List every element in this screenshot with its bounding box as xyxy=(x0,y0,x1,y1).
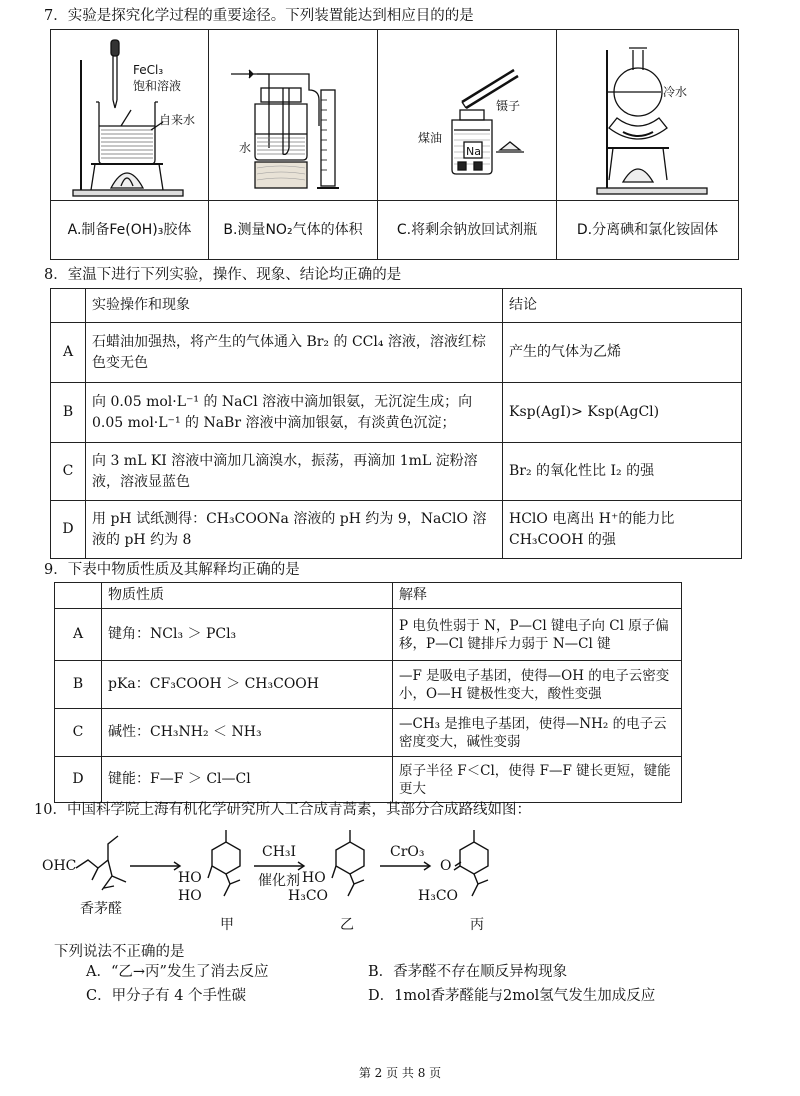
tap-water-label: 自来水 xyxy=(159,113,196,127)
tweezers-label: 镊子 xyxy=(496,99,521,113)
compound-bing-name: 丙 xyxy=(470,917,484,933)
row-label: C xyxy=(55,709,102,757)
q9-table xyxy=(54,582,682,803)
q9-row-b xyxy=(55,661,682,709)
row-op: 向 3 mL KI 溶液中滴加几滴溴水，振荡，再滴加 1mL 淀粉溶液，溶液显蓝色 xyxy=(86,443,503,501)
q7-figure-d xyxy=(557,30,739,201)
row-label: A xyxy=(51,323,86,383)
water-label: 水 xyxy=(239,141,252,155)
ohc-label: OHC xyxy=(42,858,77,874)
q7-figure-a xyxy=(51,30,209,201)
compound-jia-name: 甲 xyxy=(220,917,234,933)
reagent-catalyst: 催化剂 xyxy=(258,873,300,889)
row-label: C xyxy=(51,443,86,501)
row-label: B xyxy=(51,383,86,443)
q7-option-c: C.将剩余钠放回试剂瓶 xyxy=(378,201,557,260)
q8-row-c xyxy=(51,443,742,501)
q7-table xyxy=(50,29,739,260)
row-conclusion: 产生的气体为乙烯 xyxy=(503,323,742,383)
compound-yi-name: 乙 xyxy=(340,917,354,933)
q7-option-b: B.测量NO₂气体的体积 xyxy=(209,201,378,260)
row-conclusion: HClO 电离出 H⁺的能力比 CH₃COOH 的强 xyxy=(503,501,742,559)
q10-stem: 10．中国科学院上海有机化学研究所人工合成青蒿素，其部分合成路线如图： xyxy=(34,802,531,818)
page-footer: 第 2 页 共 8 页 xyxy=(358,1066,442,1080)
reagent-ch3i: CH₃I xyxy=(262,844,297,860)
row-conclusion: Ksp(AgI)> Ksp(AgCl) xyxy=(503,383,742,443)
row-expl: 原子半径 F＜Cl，使得 F—F 键长更短，键能更大 xyxy=(393,757,682,803)
q9-header-expl: 解释 xyxy=(393,583,682,609)
ho-label-3: HO xyxy=(302,870,326,886)
q7-figure-c xyxy=(378,30,557,201)
sodium-label: Na xyxy=(466,145,481,158)
q10-prompt: 下列说法不正确的是 xyxy=(54,944,185,960)
row-prop: pKa：CF₃COOH ＞ CH₃COOH xyxy=(102,661,393,709)
synthesis-route-diagram xyxy=(40,820,700,940)
q8-row-d xyxy=(51,501,742,559)
row-expl: —CH₃ 是推电子基团，使得—NH₂ 的电子云密度变大，碱性变弱 xyxy=(393,709,682,757)
q7-option-d: D.分离碘和氯化铵固体 xyxy=(557,201,739,260)
q8-header-conclusion: 结论 xyxy=(503,289,742,323)
row-op: 用 pH 试纸测得：CH₃COONa 溶液的 pH 约为 9，NaClO 溶液的 pH 约为 8 xyxy=(86,501,503,559)
saturated-solution-label: 饱和溶液 xyxy=(133,79,182,93)
h3co-label-2: H₃CO xyxy=(418,888,459,904)
q9-row-a xyxy=(55,609,682,661)
cold-water-label: 冷水 xyxy=(663,85,688,99)
q7-stem: 7．实验是探究化学过程的重要途径。下列装置能达到相应目的的是 xyxy=(44,8,474,24)
sodium-bottle-icon xyxy=(378,30,556,200)
q8-stem: 8．室温下进行下列实验，操作、现象、结论均正确的是 xyxy=(44,267,402,283)
row-prop: 碱性：CH₃NH₂ ＜ NH₃ xyxy=(102,709,393,757)
row-label: A xyxy=(55,609,102,661)
q8-header-op: 实验操作和现象 xyxy=(86,289,503,323)
q9-row-c xyxy=(55,709,682,757)
q8-table xyxy=(50,288,742,559)
q9-row-d xyxy=(55,757,682,803)
row-expl: P 电负性弱于 N，P—Cl 键电子向 Cl 原子偏移，P—Cl 键排斥力弱于 N—Cl 键 xyxy=(393,609,682,661)
q10-option-a: A．“乙→丙”发生了消去反应 xyxy=(86,964,269,980)
q7-figure-b xyxy=(209,30,378,201)
row-label: D xyxy=(55,757,102,803)
q8-row-a xyxy=(51,323,742,383)
q8-row-b xyxy=(51,383,742,443)
row-expl: —F 是吸电子基团，使得—OH 的电子云密变小，O—H 键极性变大，酸性变强 xyxy=(393,661,682,709)
reagent-cro3: CrO₃ xyxy=(390,844,425,860)
row-conclusion: Br₂ 的氧化性比 I₂ 的强 xyxy=(503,443,742,501)
q8-header-blank xyxy=(51,289,86,323)
row-op: 向 0.05 mol·L⁻¹ 的 NaCl 溶液中滴加银氨，无沉淀生成；向 0.05 mol·L⁻¹ 的 NaBr 溶液中滴加银氨，有淡黄色沉淀； xyxy=(86,383,503,443)
gas-bottle-cylinder-icon xyxy=(209,30,377,200)
q9-header-blank xyxy=(55,583,102,609)
q10-option-b: B．香茅醛不存在顺反异构现象 xyxy=(368,964,568,980)
h3co-label-1: H₃CO xyxy=(288,888,329,904)
fecl3-label: FeCl₃ xyxy=(133,63,164,77)
q10-option-c: C．甲分子有 4 个手性碳 xyxy=(86,988,247,1004)
q10-option-d: D．1mol香茅醛能与2mol氢气发生加成反应 xyxy=(368,988,656,1004)
row-prop: 键能：F—F ＞ Cl—Cl xyxy=(102,757,393,803)
row-label: D xyxy=(51,501,86,559)
synthesis-scheme xyxy=(40,820,700,940)
o-label: O xyxy=(440,858,452,874)
sublimation-flask-icon xyxy=(557,30,738,200)
row-op: 石蜡油加强热，将产生的气体通入 Br₂ 的 CCl₄ 溶液，溶液红棕色变无色 xyxy=(86,323,503,383)
row-prop: 键角：NCl₃ ＞ PCl₃ xyxy=(102,609,393,661)
q7-option-a: A.制备Fe(OH)₃胶体 xyxy=(51,201,209,260)
citronellal-name: 香茅醛 xyxy=(80,901,122,917)
kerosene-label: 煤油 xyxy=(418,131,443,145)
ho-label-2: HO xyxy=(178,888,202,904)
q9-header-prop: 物质性质 xyxy=(102,583,393,609)
ho-label-1: HO xyxy=(178,870,202,886)
row-label: B xyxy=(55,661,102,709)
q9-stem: 9．下表中物质性质及其解释均正确的是 xyxy=(44,562,300,578)
